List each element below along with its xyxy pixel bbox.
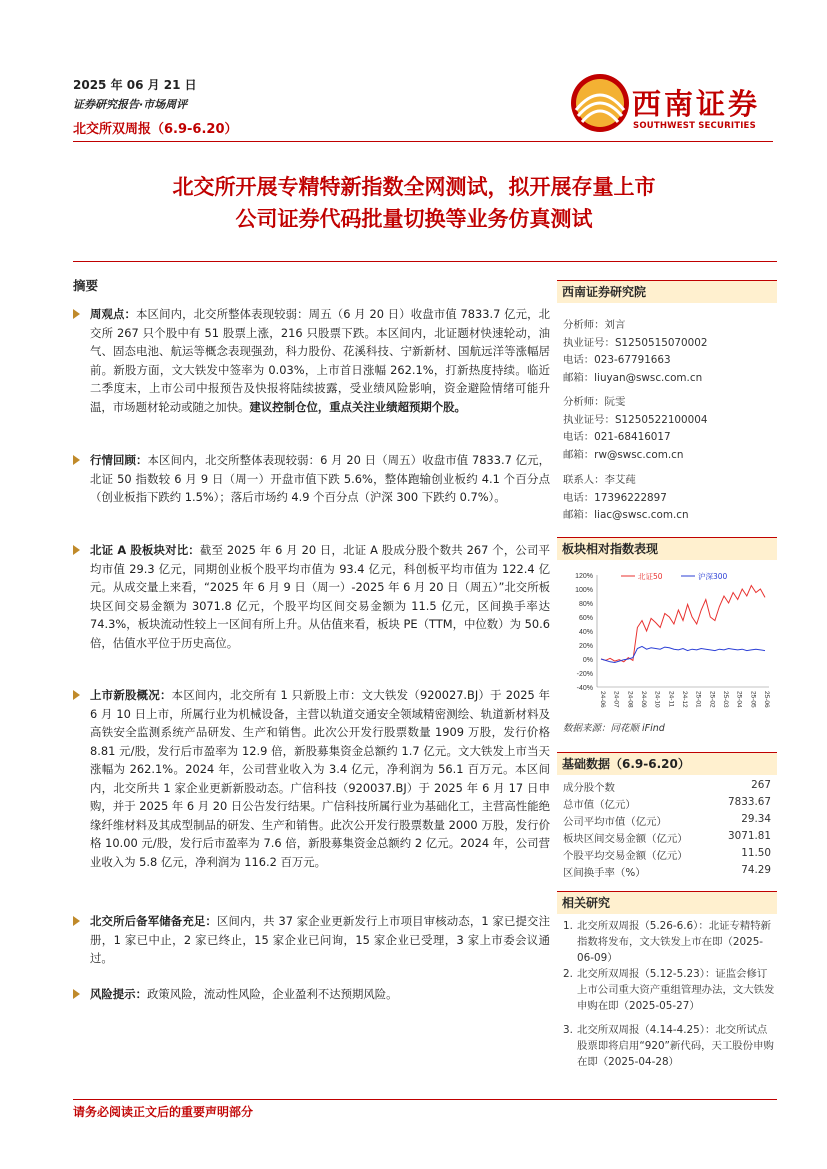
bullet-icon <box>73 455 80 465</box>
related-text: 北交所双周报（5.12-5.23）：证监会修订上市公司重大资产重组管理办法，文大铁发申购在即（2025-05-27） <box>577 968 775 1012</box>
section-lead: 北证 A 股板块对比： <box>90 543 200 557</box>
basic-data-value: 267 <box>751 779 771 791</box>
basic-data-value: 29.34 <box>741 813 771 825</box>
basic-data-key: 区间换手率（%） <box>563 867 646 879</box>
series-line-bz50 <box>601 586 765 662</box>
analyst-email[interactable]: 邮箱：rw@swsc.com.cn <box>563 449 684 461</box>
section-lead: 北交所后备军储备充足： <box>90 914 217 928</box>
basic-data-key: 公司平均市值（亿元） <box>563 816 667 828</box>
section-text: 本区间内，北交所有 1 只新股上市：文大铁发（920027.BJ）于 2025 年 6 月 10 日上市，所属行业为机械设备，主营以轨道交通安全领域精密测绘、轨道新材料及高铁安全监测系统产品研发、生产和销售。此次公开发行股票数量 1909 万股，发行价格 8.81 元/股，发行后市盈率为 12.9 倍，新股募集资金总额约 1.7 亿元。文大铁发上市当天涨幅为 262.1%。2024 年，公司营业收入为 3.4 亿元，净利润为 56.1 百万元。本区间内，北交所共 1 家企业更新新股动态。广信科技（920037.BJ）于 2025 年 6 月 17 日申购，并于 2025 年 6 月 20 日公告发行结果。广信科技所属行业为基础化工，主营高性能绝缘纤维材料及其成型制品的研发、生产和销售。此次公开发行股票数量 2000 万股，发行价格 10.00 元/股，发行后市盈率为 7.6 倍，新股募集资金总额约 2 亿元。2024 年，公司营业收入为 5.8 亿元，净利润为 116.2 百万元。 <box>90 688 550 869</box>
relative-performance-chart <box>557 565 777 720</box>
y-tick-label: 80% <box>578 601 593 608</box>
y-tick-label: 40% <box>578 629 593 636</box>
report-title-line1: 北交所开展专精特新指数全网测试，拟开展存量上市 <box>172 175 656 199</box>
x-tick-label: 25-01 <box>694 691 702 708</box>
footer-disclaimer: 请务必阅读正文后的重要声明部分 <box>73 1105 254 1119</box>
basic-data-title: 基础数据（6.9-6.20） <box>557 753 777 775</box>
abstract-section-compare <box>73 541 550 652</box>
basic-data-row <box>563 830 771 845</box>
y-tick-label: 100% <box>575 587 593 594</box>
related-text: 北交所双周报（5.26-6.6）：北证专精特新指数将发布，文大铁发上市在即（2025-06-09） <box>577 920 772 964</box>
x-tick-label: 25-06 <box>763 691 770 708</box>
analyst-phone: 电话：021-68416017 <box>563 431 671 443</box>
x-tick-label: 24-06 <box>599 691 606 708</box>
abstract-section-pipeline <box>73 912 550 968</box>
related-item[interactable] <box>563 918 775 966</box>
bullet-icon <box>73 545 80 555</box>
basic-data-value: 11.50 <box>741 847 771 859</box>
section-text: 政策风险，流动性风险，企业盈利不达预期风险。 <box>146 987 398 1001</box>
related-item[interactable] <box>563 1022 775 1070</box>
basic-data-row <box>563 864 771 879</box>
basic-data-key: 个股平均交易金额（亿元） <box>563 850 688 862</box>
basic-data-value: 3071.81 <box>728 830 771 842</box>
analyst-license: 执业证号：S1250515070002 <box>563 337 708 349</box>
analyst-name: 分析师：阮雯 <box>563 396 626 408</box>
analyst-phone: 电话：023-67791663 <box>563 354 671 366</box>
basic-data-value: 7833.67 <box>728 796 771 808</box>
y-tick-label: 20% <box>578 643 593 650</box>
x-tick-label: 24-11 <box>667 691 675 708</box>
contact-name: 联系人：李艾莼 <box>563 474 636 486</box>
abstract-section-ipo <box>73 686 550 871</box>
section-text: 截至 2025 年 6 月 20 日，北证 A 股成分股个数共 267 个，公司平均市值 29.3 亿元，同期创业板个股平均市值为 93.4 亿元，科创板平均市值为 122.4 亿元。从成交量上来看，“2025 年 6 月 9 日（周一）-2025 年 6 月 20 日（周五）”北交所板块区间交易金额为 3071.8 亿元，个股平均区间交易金额为 11.5 亿元，区间换手率达 74.3%，板块流动性较上一区间有所上升。从估值来看，板块 PE（TTM，中位数）为 50.6 倍，估值水平位于历史高位。 <box>90 543 550 650</box>
y-tick-label: 60% <box>578 615 593 622</box>
chart-title: 板块相对指数表现 <box>557 538 777 560</box>
bullet-icon <box>73 989 80 999</box>
basic-data-key: 成分股个数 <box>563 782 615 794</box>
analyst-license: 执业证号：S1250522100004 <box>563 414 708 426</box>
bullet-icon <box>73 309 80 319</box>
related-index: 3. <box>563 1024 573 1036</box>
footer-divider <box>73 1099 777 1100</box>
y-tick-label: -20% <box>576 671 593 678</box>
related-title: 相关研究 <box>557 892 777 914</box>
basic-data-row <box>563 847 771 862</box>
basic-data-value: 74.29 <box>741 864 771 876</box>
brand-name-en: SOUTHWEST SECURITIES <box>633 121 756 131</box>
section-lead: 周观点： <box>90 307 137 321</box>
basic-data-row <box>563 796 771 811</box>
basic-data-key: 板块区间交易金额（亿元） <box>563 833 688 845</box>
section-text: 本区间内，北交所整体表现较弱：6 月 20 日（周五）收盘市值 7833.7 亿元，北证 50 指数较 6 月 9 日（周一）开盘市值下跌 5.6%，整体跑输创业板约 4.1 个百分点（创业板指下跌约 1.5%）；落后市场约 4.9 个百分点（沪深 300 下跌约 0.7%）。 <box>90 453 550 504</box>
section-lead: 风险提示： <box>90 987 147 1001</box>
report-date: 2025 年 06 月 21 日 <box>73 78 197 92</box>
x-tick-label: 24-08 <box>626 691 634 708</box>
title-divider <box>73 261 777 262</box>
related-index: 2. <box>563 968 573 980</box>
abstract-heading: 摘要 <box>73 278 99 293</box>
x-tick-label: 24-09 <box>640 691 647 708</box>
contact-email[interactable]: 邮箱：liac@swsc.com.cn <box>563 509 689 521</box>
legend-label: 沪深300 <box>698 572 728 581</box>
basic-data-key: 总市值（亿元） <box>563 799 636 811</box>
y-tick-label: -40% <box>576 685 593 692</box>
basic-data-row <box>563 813 771 828</box>
abstract-section-market <box>73 451 550 507</box>
chart-source: 数据来源：同花顺 iFind <box>563 723 665 734</box>
x-tick-label: 25-04 <box>735 691 743 708</box>
y-tick-label: 0% <box>582 657 593 664</box>
related-text: 北交所双周报（4.14-4.25）：北交所试点股票即将启用“920”新代码，天工股份申购在即（2025-04-28） <box>577 1024 774 1068</box>
abstract-section-view <box>73 305 550 416</box>
section-lead: 行情回顾： <box>90 453 148 467</box>
header-divider <box>73 141 773 142</box>
legend-label: 北证50 <box>638 572 663 581</box>
x-tick-label: 25-05 <box>749 691 757 708</box>
related-index: 1. <box>563 920 573 932</box>
y-tick-label: 120% <box>575 573 593 580</box>
section-text: 本区间内，北交所整体表现较弱：周五（6 月 20 日）收盘市值 7833.7 亿元，北交所 267 只个股中有 51 股票上涨，216 只股票下跌。本区间内，北证题材快速轮动，油气、固态电池、航运等概念表现强劲，科力股份、花溪科技、宁新新材、国航远洋等涨幅居前。新股方面，文大铁发中签率为 0.03%，上市首日涨幅 262.1%，打新热度持续。临近二季度末，上市公司中报预告及快报将陆续披露，受业绩风险影响，资金避险情绪可能升温，市场题材轮动或随之加快。 <box>90 307 550 414</box>
abstract-section-risk <box>73 985 550 1004</box>
x-tick-label: 24-10 <box>653 691 661 708</box>
contact-phone: 电话：17396222897 <box>563 492 667 504</box>
institute-title: 西南证券研究院 <box>557 281 777 303</box>
x-tick-label: 24-07 <box>612 691 620 708</box>
report-series: 北交所双周报（6.9-6.20） <box>73 122 238 137</box>
analyst-name: 分析师：刘言 <box>563 319 626 331</box>
x-tick-label: 25-03 <box>722 691 729 708</box>
brand-name: 西南证券 <box>632 87 761 121</box>
analyst-email[interactable]: 邮箱：liuyan@swsc.com.cn <box>563 372 703 384</box>
bullet-icon <box>73 690 80 700</box>
x-tick-label: 24-12 <box>681 691 688 708</box>
related-item[interactable] <box>563 966 775 1014</box>
x-tick-label: 25-02 <box>708 691 716 708</box>
report-type: 证券研究报告·市场周评 <box>73 98 188 111</box>
basic-data-row <box>563 779 771 794</box>
section-lead: 上市新股概况： <box>90 688 172 702</box>
section-text: 区间内，共 37 家企业更新发行上市项目审核动态，1 家已提交注册，1 家已中止，2 家已终止，15 家企业已问询，15 家企业已受理，3 家上市委会议通过。 <box>90 914 550 965</box>
report-title-line2: 公司证券代码批量切换等业务仿真测试 <box>235 207 593 231</box>
section-emphasis: 建议控制仓位，重点关注业绩超预期个股。 <box>249 399 466 414</box>
bullet-icon <box>73 916 80 926</box>
